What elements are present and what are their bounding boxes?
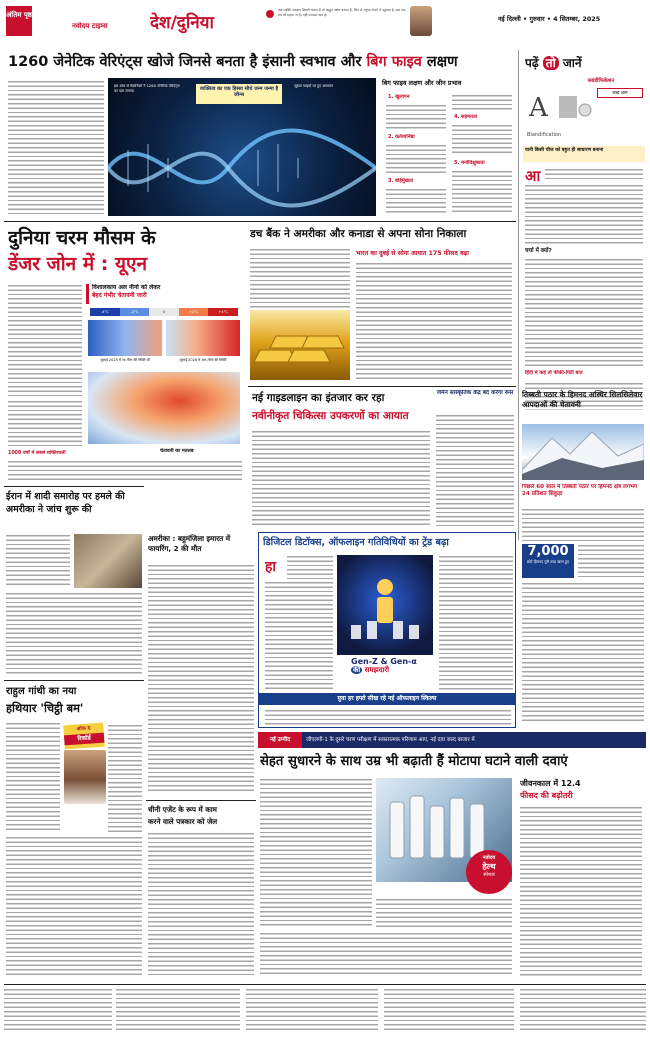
- rahul-headline-1: राहुल गांधी का नया: [6, 686, 77, 697]
- climate-body-1: [8, 284, 82, 396]
- rahul-body-3: [6, 836, 142, 976]
- climate-headline-1: दुनिया चरम मौसम के: [8, 227, 156, 249]
- rule-gold-bottom: [248, 386, 516, 387]
- rahul-photo: [64, 750, 106, 804]
- trait-3-text: [386, 188, 446, 214]
- gene-callout-right: जुड़वा भाइयों पर हुए अध्ययन: [294, 84, 333, 88]
- off-record-stamp: [63, 723, 105, 750]
- climate-map-right-caption: जुलाई 2026 में अल-नीनो की स्थिति: [179, 358, 227, 362]
- health-body-1: [260, 778, 372, 928]
- scale-4: +2°C: [179, 308, 209, 316]
- china-headline-1: चीनी एजेंट के रूप में काम: [148, 805, 217, 814]
- health-badge-word: हेल्थ: [482, 862, 496, 871]
- footer-rule: [4, 984, 646, 985]
- rahul-headline-2: हथियार 'चिट्ठी बम': [6, 701, 84, 715]
- digital-body-2: [265, 581, 333, 691]
- iran-photo: [74, 534, 142, 588]
- trait-1: 1. खुलापन: [388, 94, 410, 100]
- genz-sub: की समझदारी: [353, 666, 390, 674]
- genz-badge: [351, 657, 437, 687]
- gene-callout-left: इस शोध से वैज्ञानिकों ने 1260 जेनेटिक वेरिएंट्स का पता लगाया: [114, 84, 180, 93]
- trait-1-cont: [452, 94, 512, 112]
- gene-callout-mid: व्यक्तित्व का एक हिस्सा सीधे जन्म जन्मा है जीन्स: [196, 84, 282, 104]
- trait-1-text: [386, 104, 446, 130]
- china-body: [148, 832, 254, 976]
- health-body-3: [260, 932, 512, 976]
- tibet-story: [518, 388, 646, 728]
- word-q2: हिंदी में कहें तो फीकी-पिटी बात: [525, 370, 583, 376]
- word-tag: शब्द ज्ञान: [597, 88, 643, 98]
- traits-title: बिग फाइव लक्षण और जीन प्रभाव: [382, 79, 462, 87]
- word-subheading: यानी किसी चीज को बहुत ही साधारण बनाना: [523, 146, 645, 162]
- rule-gene-bottom: [4, 221, 516, 222]
- iran-body-1: [6, 534, 70, 588]
- health-ribbon: [258, 732, 646, 748]
- tibet-stat-box: [522, 544, 574, 578]
- rahul-body-1: [6, 722, 60, 832]
- trait-5-text: [452, 170, 512, 214]
- digital-illustration: [337, 555, 433, 655]
- gadgets-story: [248, 388, 516, 530]
- gene-headline: 1260 जेनेटिक वेरिएंट्स खोजे जिनसे बनता है इंसानी स्वभाव और बिग फाइव लक्षण: [8, 54, 458, 70]
- brand-name: नवोदय टाइम्स: [72, 22, 108, 30]
- iran-headline: ईरान में शादी समारोह पर हमले की अमरीका ने जांच शुरू की: [6, 491, 125, 515]
- word-illustration: [523, 88, 595, 128]
- tibet-stat-caption: छोटे हिमनद पूरी तरह खत्म हुए: [527, 559, 569, 564]
- climate-map-bottom: [88, 372, 240, 444]
- tibet-stat-value: 7,000: [527, 544, 569, 559]
- rule-china-top: [146, 800, 256, 801]
- word-english: Blandification: [527, 132, 562, 138]
- tibet-subheadline: पिछले 60 साल में तिब्बती पठार पर हिमनद क्षेत्र लगभग 24 प्रतिशत सिकुड़ा: [522, 484, 638, 497]
- health-side-title-2: फीसद की बढ़ोतरी: [520, 791, 573, 800]
- climate-kicker-2: चेतावनी का मतलब: [160, 449, 194, 454]
- scale-2: -2°C: [120, 308, 150, 316]
- digital-headline: डिजिटल डिटॉक्स, ऑफलाइन गतिविधियों का ट्रेंड बढ़ा: [263, 537, 449, 548]
- trait-4-text: [452, 124, 512, 156]
- health-story: [258, 732, 646, 980]
- footer-col-4: [384, 988, 514, 1032]
- word-drop-cap: आ: [525, 167, 541, 182]
- footer-col-5: [520, 988, 646, 1032]
- gadgets-side-title: जर्मन सांस्कृतिक केंद्र बंद करेगा रूस: [436, 390, 514, 396]
- gold-bars-image: [250, 310, 350, 380]
- health-ribbon-tag: नई उम्मीद: [258, 732, 302, 748]
- rule-rahul-top: [4, 680, 144, 681]
- digital-body-4: [265, 709, 511, 725]
- health-side-body: [520, 806, 642, 976]
- tibet-body-3: [522, 582, 644, 722]
- trait-2: 2. कर्तव्यनिष्ठा: [388, 134, 415, 140]
- usa-fire-body: [148, 564, 254, 792]
- health-ribbon-text: जीएलपी-1 के दूसरे चरण परीक्षण में सकारात्मक परिणाम आए, नई दवा जल्द बाजार में: [306, 737, 475, 743]
- word-body-2: [525, 184, 643, 244]
- health-side: [516, 778, 644, 978]
- climate-map-left: [88, 320, 162, 356]
- stamp-line-2: रिकॉर्ड: [64, 733, 105, 746]
- trait-5: 5. मनोविक्षुब्धता: [454, 160, 485, 166]
- word-q1: चर्चा में क्यों?: [525, 248, 552, 254]
- iran-story: [4, 486, 144, 676]
- climate-box-title: [86, 284, 242, 304]
- gadgets-side-body: [436, 414, 514, 526]
- rahul-body-2: [108, 724, 142, 832]
- digital-body-3: [439, 555, 513, 691]
- stamp-line-1: ऑफ द: [76, 725, 91, 733]
- dateline: नई दिल्ली • गुरुवार • 4 सितम्बर, 2025: [498, 15, 601, 23]
- word-column-title: पढ़ें तो जानें: [525, 56, 582, 70]
- section-title: देश/दुनिया: [150, 13, 214, 33]
- health-side-title-1: जीवनकाल में 12.4: [520, 779, 581, 788]
- tibet-body-2: [578, 544, 644, 578]
- china-story: [146, 800, 256, 980]
- scale-5: +4°C: [208, 308, 238, 316]
- gadgets-headline-1: नई गाइडलाइन का इंतजार कर रहा: [252, 392, 385, 404]
- climate-map-left-caption: जुलाई 2025 में ला-नीना की स्थिति थी: [100, 358, 150, 362]
- masthead-quote: जब व्यक्ति भगवान लिखने चलता है तो अद्भुत अक्षर बनाता है, जिन से मनुष्य गोठने में पहुंचता है, सब तंत्र-मंत्र भी सहारा ना है। वहीं परमात्म ज्ञान है।: [278, 8, 406, 17]
- traits-panel: [382, 78, 514, 216]
- gold-subhead: भारत का दुबई से सोना आयात 175 फीसद बढ़ा: [356, 250, 469, 257]
- climate-kicker-1: 1000 वर्षों में सबसे शक्तिशाली: [8, 451, 66, 456]
- masthead: [0, 0, 650, 46]
- china-headline-2: करने वाले पत्रकार को जेल: [148, 817, 218, 826]
- gold-story: [248, 224, 516, 384]
- footer-col-2: [116, 988, 240, 1032]
- digital-banner: युवा हर हफ्ते सीख रहे नई ऑफलाइन स्किल्स: [259, 693, 515, 705]
- digital-body-1: [287, 555, 333, 579]
- footer-col-3: [246, 988, 378, 1032]
- climate-box-title-2: बेहद गंभीर चेतावनी जारी: [92, 292, 147, 299]
- trait-4: 4. सहमतता: [454, 114, 478, 120]
- tibet-body-1: [522, 508, 644, 542]
- gene-body-left: [8, 80, 104, 214]
- scale-3: 0: [149, 308, 179, 316]
- rule-iran-top: [4, 486, 144, 487]
- health-badge: [466, 850, 512, 894]
- edition-tag: अंतिम पृष्ठ: [6, 6, 32, 36]
- tibet-headline: तिब्बती पठार के हिमनद अस्थिर सिलसिलेवार आपदाओं की चेतावनी: [522, 390, 643, 409]
- quote-icon: [266, 10, 274, 18]
- quote-avatar: [410, 6, 432, 36]
- health-badge-sub: स्पेशल: [483, 872, 495, 878]
- rahul-story: [4, 680, 144, 980]
- word-label: ब्लांडीफिकेशन: [587, 78, 615, 84]
- gold-body-2: [356, 262, 512, 380]
- genz-label: Gen-Z & Gen-α: [351, 657, 417, 666]
- digital-story: [258, 532, 516, 728]
- climate-temperature-scale: [90, 308, 238, 316]
- gadgets-body: [252, 430, 430, 526]
- word-body-1: [545, 168, 643, 182]
- gold-body-1: [250, 248, 350, 308]
- word-body-3: [525, 258, 643, 368]
- gadgets-headline-2: नवीनीकृत चिकित्सा उपकरणों का आयात: [252, 410, 409, 422]
- dna-image: [108, 78, 376, 216]
- usa-fire-headline: अमरीका : बहुमंजिला इमारत में फायरिंग, 2 की मौत: [148, 534, 231, 553]
- climate-map-right: [166, 320, 240, 356]
- footer-strip: [4, 984, 646, 1036]
- digital-drop-cap: हा: [265, 559, 277, 575]
- gold-headline: डच बैंक ने अमरीका और कनाडा से अपना सोना निकाला: [250, 228, 467, 240]
- health-badge-brand: नवोदय: [482, 855, 496, 861]
- svg-text:A: A: [529, 93, 548, 123]
- trait-3: 3. बहिर्मुखता: [388, 178, 414, 184]
- tibet-glacier-image: [522, 424, 644, 480]
- gene-story: [4, 50, 514, 218]
- trait-2-text: [386, 144, 446, 174]
- climate-headline-2: डेंजर जोन में : यूएन: [8, 253, 148, 275]
- usa-fire-story: [146, 532, 256, 796]
- footer-col-1: [4, 988, 112, 1032]
- iran-body-2: [6, 592, 142, 674]
- climate-body-2: [8, 400, 82, 446]
- climate-story: [4, 224, 244, 482]
- climate-box-title-1: विशालकाय अल नीनो को लेकर: [92, 284, 161, 291]
- climate-body-3: [8, 460, 242, 482]
- health-body-2: [376, 898, 512, 928]
- scale-1: -4°C: [90, 308, 120, 316]
- health-headline: सेहत सुधारने के साथ उम्र भी बढ़ाती हैं मोटापा घटाने वाली दवाएं: [260, 754, 568, 769]
